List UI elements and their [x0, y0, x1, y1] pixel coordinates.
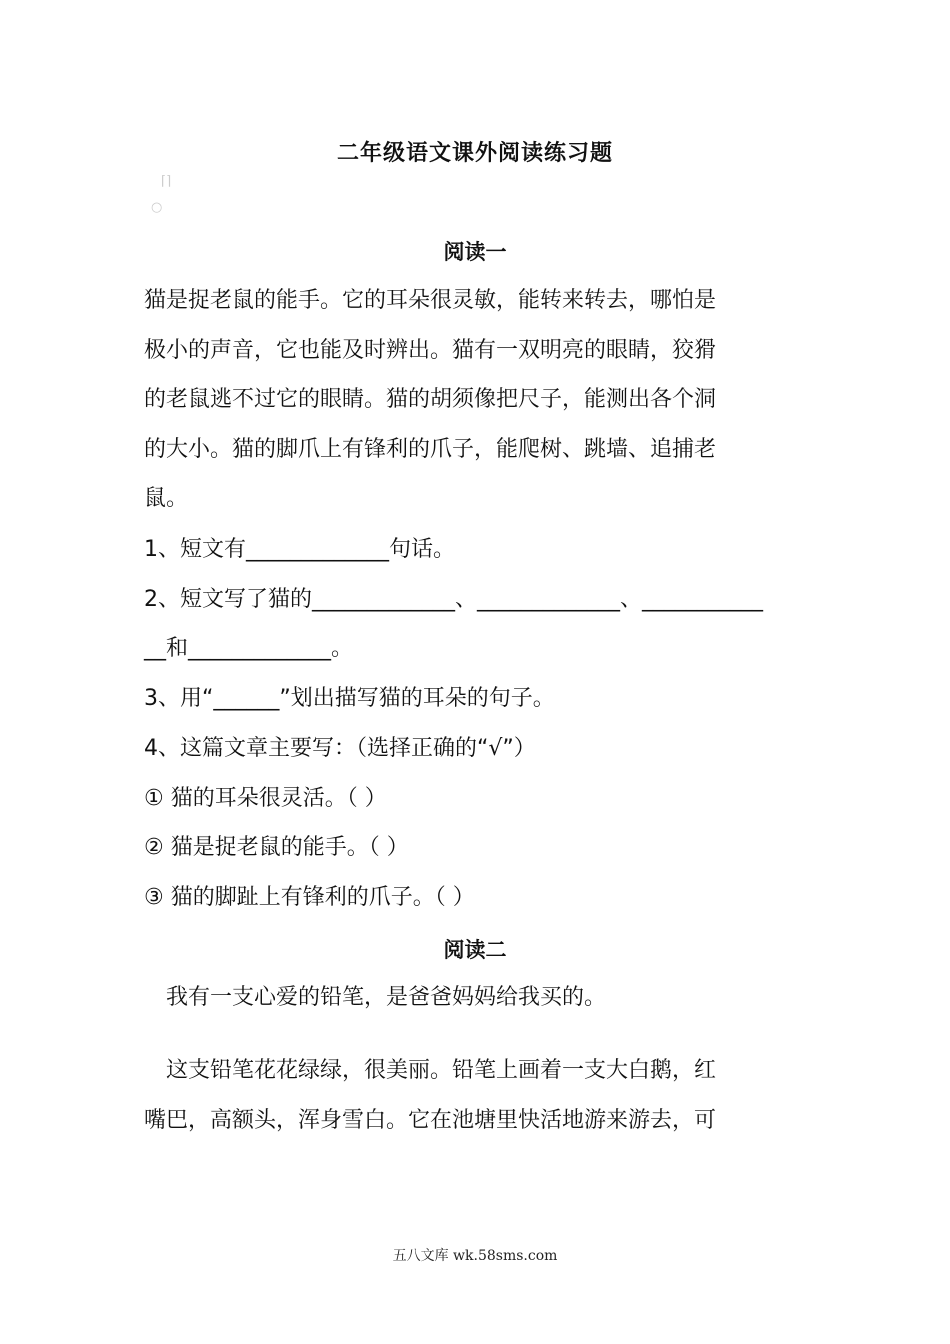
- passage-line: 嘴巴，高额头，浑身雪白。它在池塘里快活地游来游去，可: [144, 1108, 717, 1133]
- passage-line: 的老鼠逃不过它的眼睛。猫的胡须像把尺子，能测出各个洞: [144, 387, 717, 412]
- document-title: 二年级语文课外阅读练习题: [336, 140, 613, 166]
- passage-line: 极小的声音，它也能及时辨出。猫有一双明亮的眼睛，狡猾: [144, 338, 717, 363]
- question-line: 3、用“______”划出描写猫的耳朵的句子。: [144, 686, 555, 711]
- passage-line: 这支铅笔花花绿绿，很美丽。铅笔上画着一支大白鹅，红: [144, 1058, 717, 1083]
- passage-line: 我有一支心爱的铅笔，是爸爸妈妈给我买的。: [144, 985, 607, 1010]
- question-line: __和_____________。: [144, 636, 354, 661]
- question-line: 2、短文写了猫的_____________、_____________、___________: [144, 587, 763, 612]
- passage-line: 鼠。: [144, 486, 189, 511]
- section-heading-reading-two: 阅读二: [443, 937, 507, 962]
- footer-watermark: 五八文库 wk.58sms.com: [392, 1248, 558, 1264]
- choice-option: ③ 猫的脚趾上有锋利的爪子。（ ）: [144, 885, 475, 910]
- section-heading-reading-one: 阅读一: [443, 239, 507, 264]
- faint-scan-mark: ⌈⌉: [161, 174, 172, 189]
- faint-scan-mark: ○: [151, 200, 163, 215]
- choice-option: ② 猫是捉老鼠的能手。（ ）: [144, 835, 409, 860]
- passage-line: 猫是捉老鼠的能手。它的耳朵很灵敏，能转来转去，哪怕是: [144, 288, 717, 313]
- choice-option: ① 猫的耳朵很灵活。（ ）: [144, 786, 387, 811]
- question-line: 1、短文有_____________句话。: [144, 537, 455, 562]
- passage-line: 的大小。猫的脚爪上有锋利的爪子，能爬树、跳墙、追捕老: [144, 437, 717, 462]
- question-line: 4、这篇文章主要写：（选择正确的“√”）: [144, 736, 536, 761]
